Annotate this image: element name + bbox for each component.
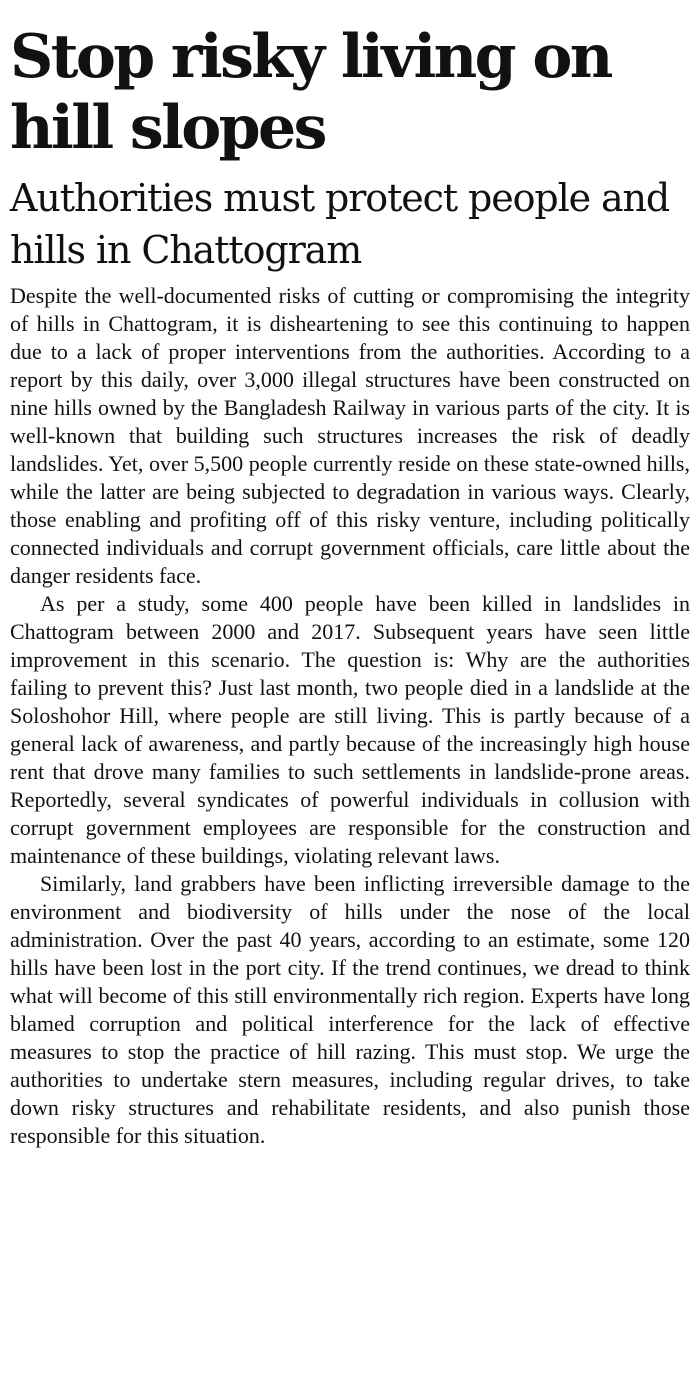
subheadline: Authorities must protect people and hills in Chattogram [10,176,670,272]
body-paragraph: Similarly, land grabbers have been inflicting irreversible damage to the environment and biodiversity of hills under the nose of the local administration. Over the past 40 years, according to an estimate, some 120 hills have been lost in the port city. If the trend continues, we dread to think what will become of this still environmentally rich region. Experts have long blamed corruption and political interference for the lack of effective measures to stop the practice of hill razing. This must stop. We urge the authorities to undertake stern measures, including regular drives, to take down risky structures and rehabilitate residents, and also punish those responsible for this situation. [10,871,690,1148]
headline: Stop risky living on hill slopes [10,22,611,163]
body-paragraph: Despite the well-documented risks of cutting or compromising the integrity of hills in Chattogram, it is disheartening to see this continuing to happen due to a lack of proper interventions from the authorities. According to a report by this daily, over 3,000 illegal structures have been constructed on nine hills owned by the Bangladesh Railway in various parts of the city. It is well-known that building such structures increases the risk of deadly landslides. Yet, over 5,500 people currently reside on these state-owned hills, while the latter are being subjected to degradation in various ways. Clearly, those enabling and profiting off of this risky venture, including politically connected individuals and corrupt government officials, care little about the danger residents face. [10,283,690,588]
body-paragraph: As per a study, some 400 people have been killed in landslides in Chattogram between 2000 and 2017. Subsequent years have seen little improvement in this scenario. The question is: Why are the authorities failing to prevent this? Just last month, two people died in a landslide at the Soloshohor Hill, where people are still living. This is partly because of a general lack of awareness, and partly because of the increasingly high house rent that drove many families to such settlements in landslide-prone areas. Reportedly, several syndicates of powerful individuals in collusion with corrupt government employees are responsible for the construction and maintenance of these buildings, violating relevant laws. [10,591,690,868]
article-body [10,282,690,1150]
